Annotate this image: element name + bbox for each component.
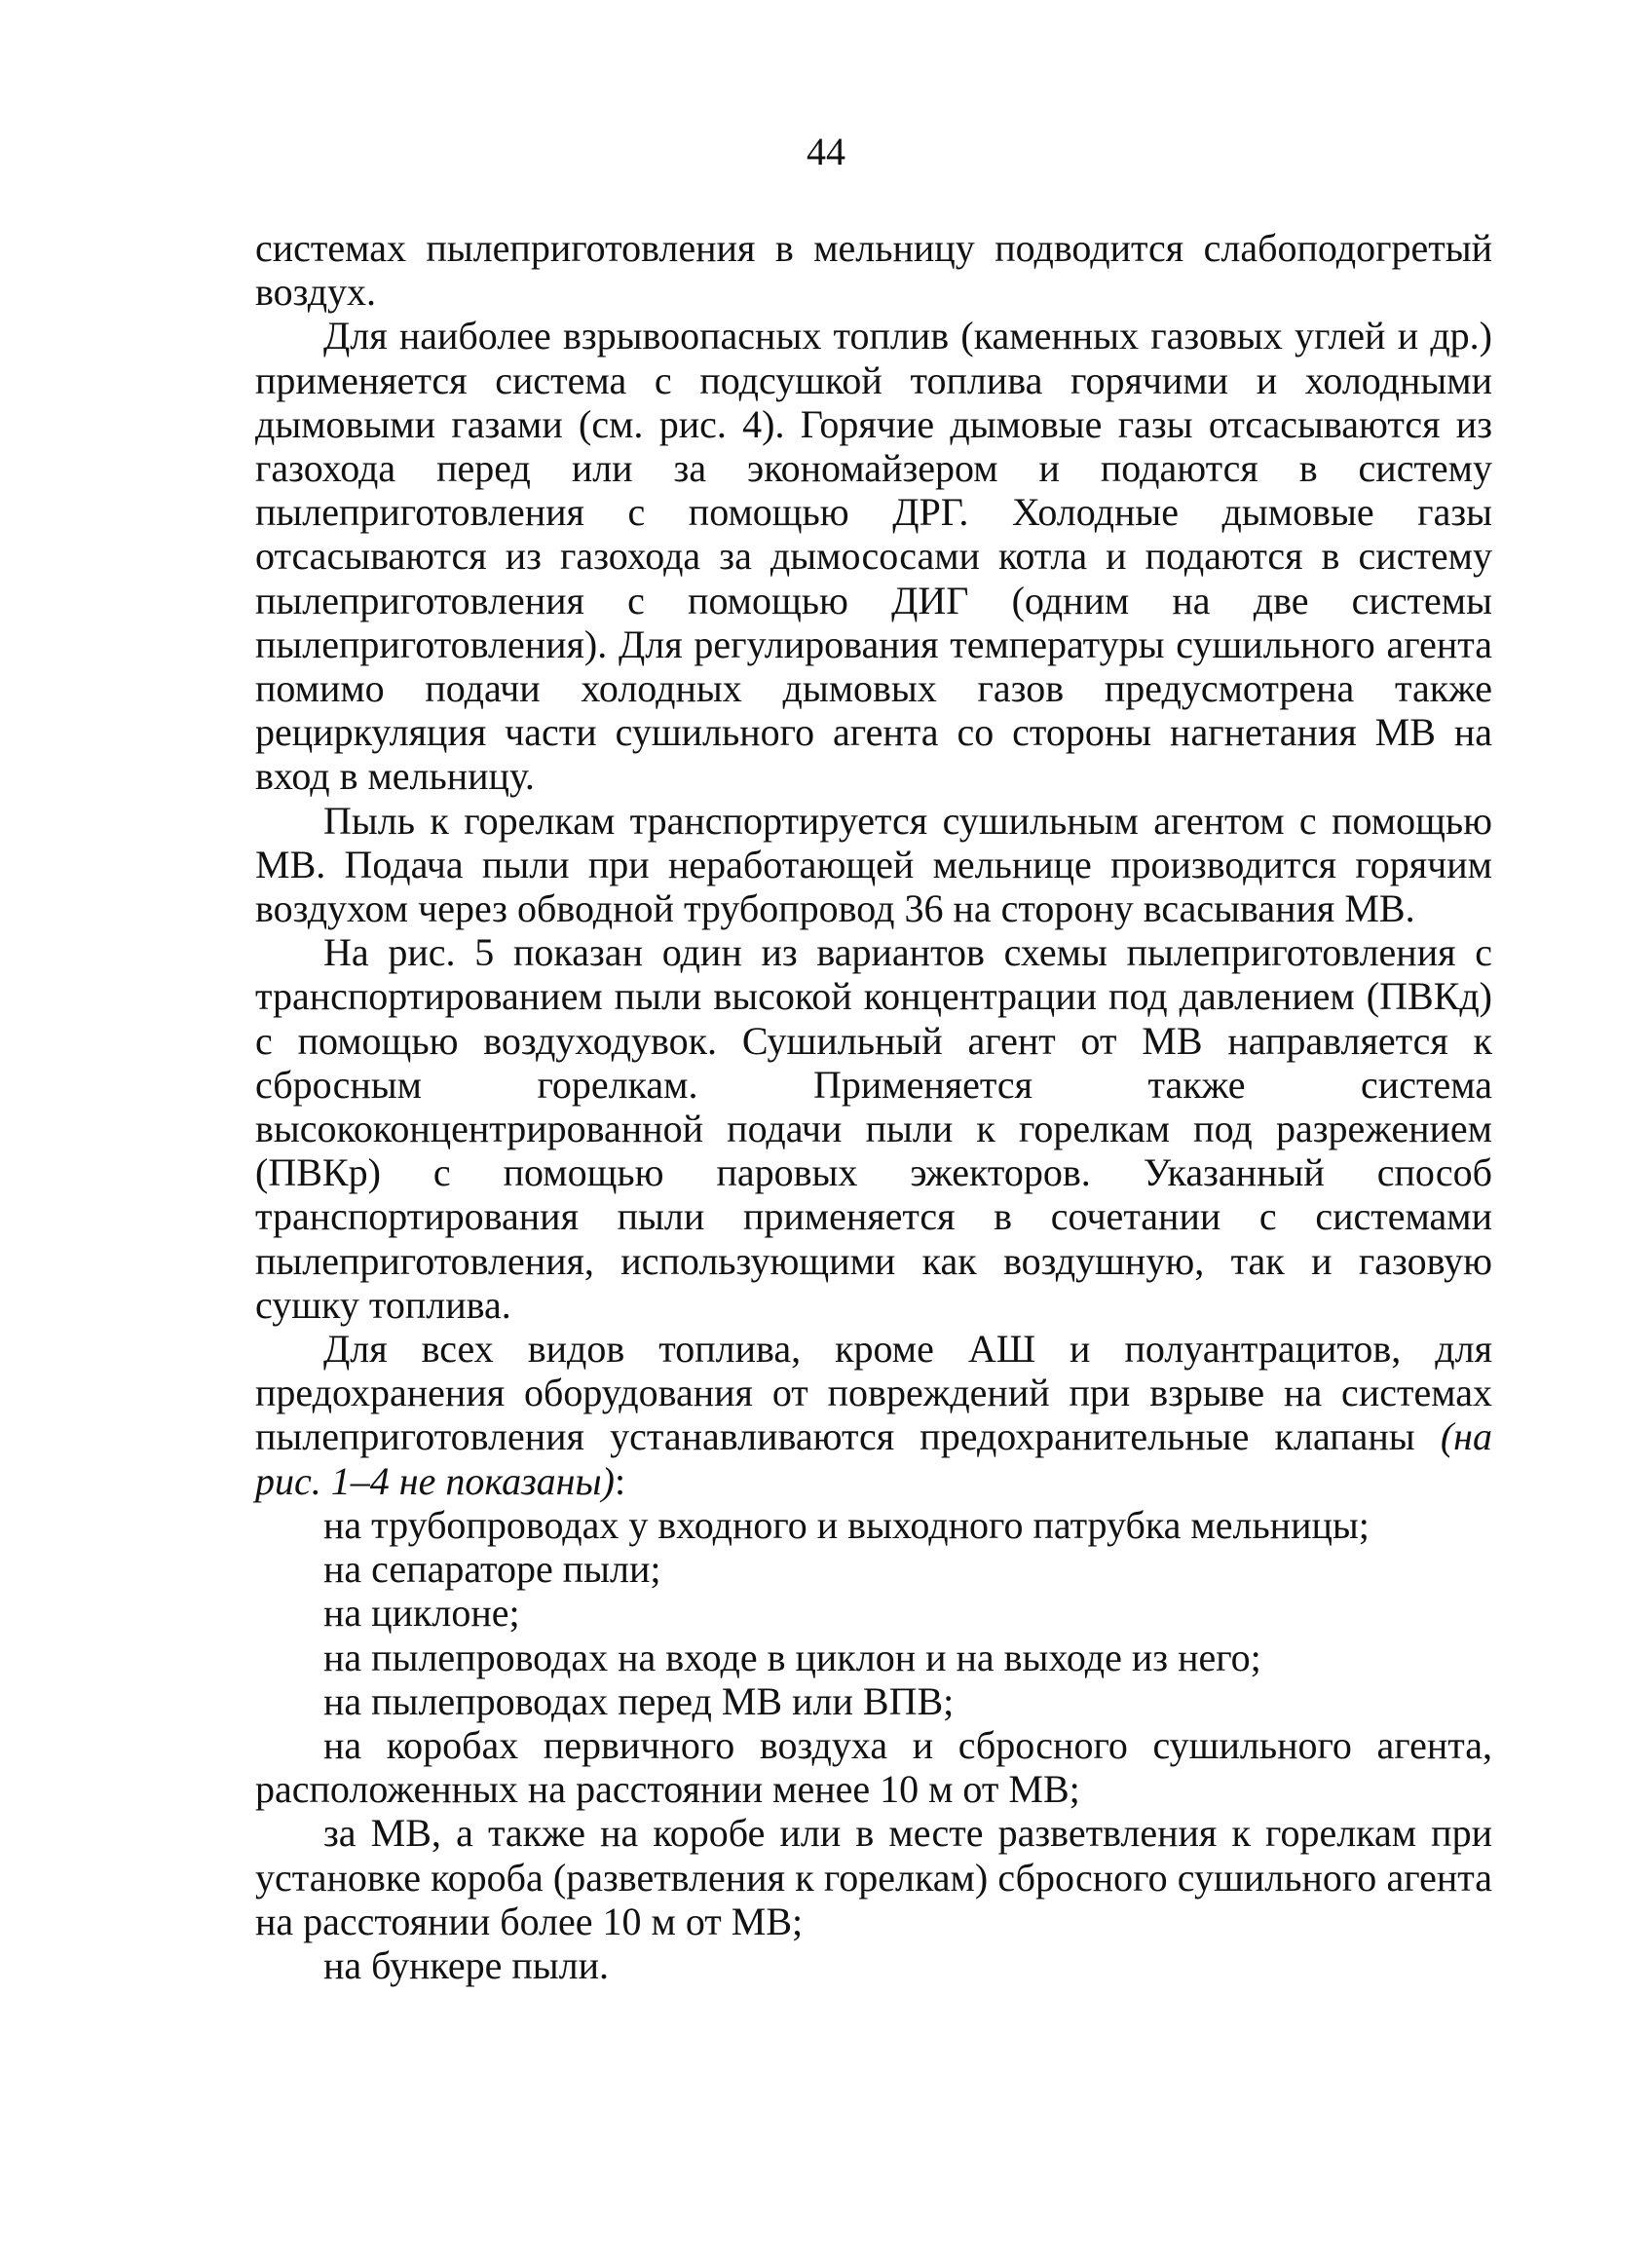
page-number: 44 (807, 130, 845, 173)
list-item: на трубопроводах у входного и выходного патрубка мельницы; (323, 1502, 1370, 1547)
list-item: на бункере пыли. (323, 1942, 609, 1987)
paragraph-high-concentration: На рис. 5 показан один из вариантов схемы пылеприготовления с транспортированием пыли высокой концентрации под давлением (ПВКд) с помощью воздуходувок. Сушильный агент от МВ направляется к сбросным горелкам. Применяется также система высококонцентрированной подачи пыли к горелкам под разрежением (ПВКр) с помощью паровых эжекторов. Указанный способ транспортирования пыли применяется в сочетании с системами пылеприготовления, использующими как воздушную, так и газовую сушку топлива. (255, 930, 1492, 1327)
list-item: на пылепроводах на входе в циклон и на выходе из него; (323, 1635, 1261, 1679)
list-item: на циклоне; (323, 1591, 520, 1636)
paragraph-safety-valves (255, 1327, 1492, 1503)
safety-valves-note: (на рис. 1–4 не показаны) (255, 1414, 1492, 1503)
paragraph-explosive-fuels: Для наиболее взрывоопасных топлив (каменных газовых углей и др.) применяется система с подсушкой топлива горячими и холодными дымовыми газами (см. рис. 4). Горячие дымовые газы отсасываются из газохода перед или за экономайзером и подаются в систему пылеприготовления с помощью ДРГ. Холодные дымовые газы отсасываются из газохода за дымососами котла и подаются в систему пылеприготовления с помощью ДИГ (одним на две системы пылеприготовления). Для регулирования температуры сушильного агента помимо подачи холодных дымовых газов предусмотрена также рециркуляция части сушильного агента со стороны нагнетания МВ на вход в мельницу. (255, 314, 1492, 799)
list-item: на коробах первичного воздуха и сбросного сушильного агента, расположенных на расстоянии менее 10 м от МВ; (255, 1722, 1492, 1812)
document-body (255, 226, 1492, 1987)
list-item: на пылепроводах перед МВ или ВПВ; (323, 1678, 955, 1723)
paragraph-continuation: системах пылеприготовления в мельницу подводится слабоподогретый воздух. (255, 226, 1492, 315)
paragraph-dust-transport: Пыль к горелкам транспортируется сушильным агентом с помощью МВ. Подача пыли при неработающей мельнице производится горячим воздухом через обводной трубопровод 36 на сторону всасывания МВ. (255, 798, 1492, 931)
list-item: за МВ, а также на коробе или в месте разветвления к горелкам при установке короба (разветвления к горелкам) сбросного сушильного агента на расстоянии более 10 м от МВ; (255, 1811, 1492, 1943)
safety-valves-colon: : (614, 1458, 626, 1503)
safety-valves-text: Для всех видов топлива, кроме АШ и полуантрацитов, для предохранения оборудования от повреждений при взрыве на системах пылеприготовления устанавливаются предохранительные клапаны (255, 1327, 1492, 1459)
list-item: на сепараторе пыли; (323, 1547, 661, 1592)
